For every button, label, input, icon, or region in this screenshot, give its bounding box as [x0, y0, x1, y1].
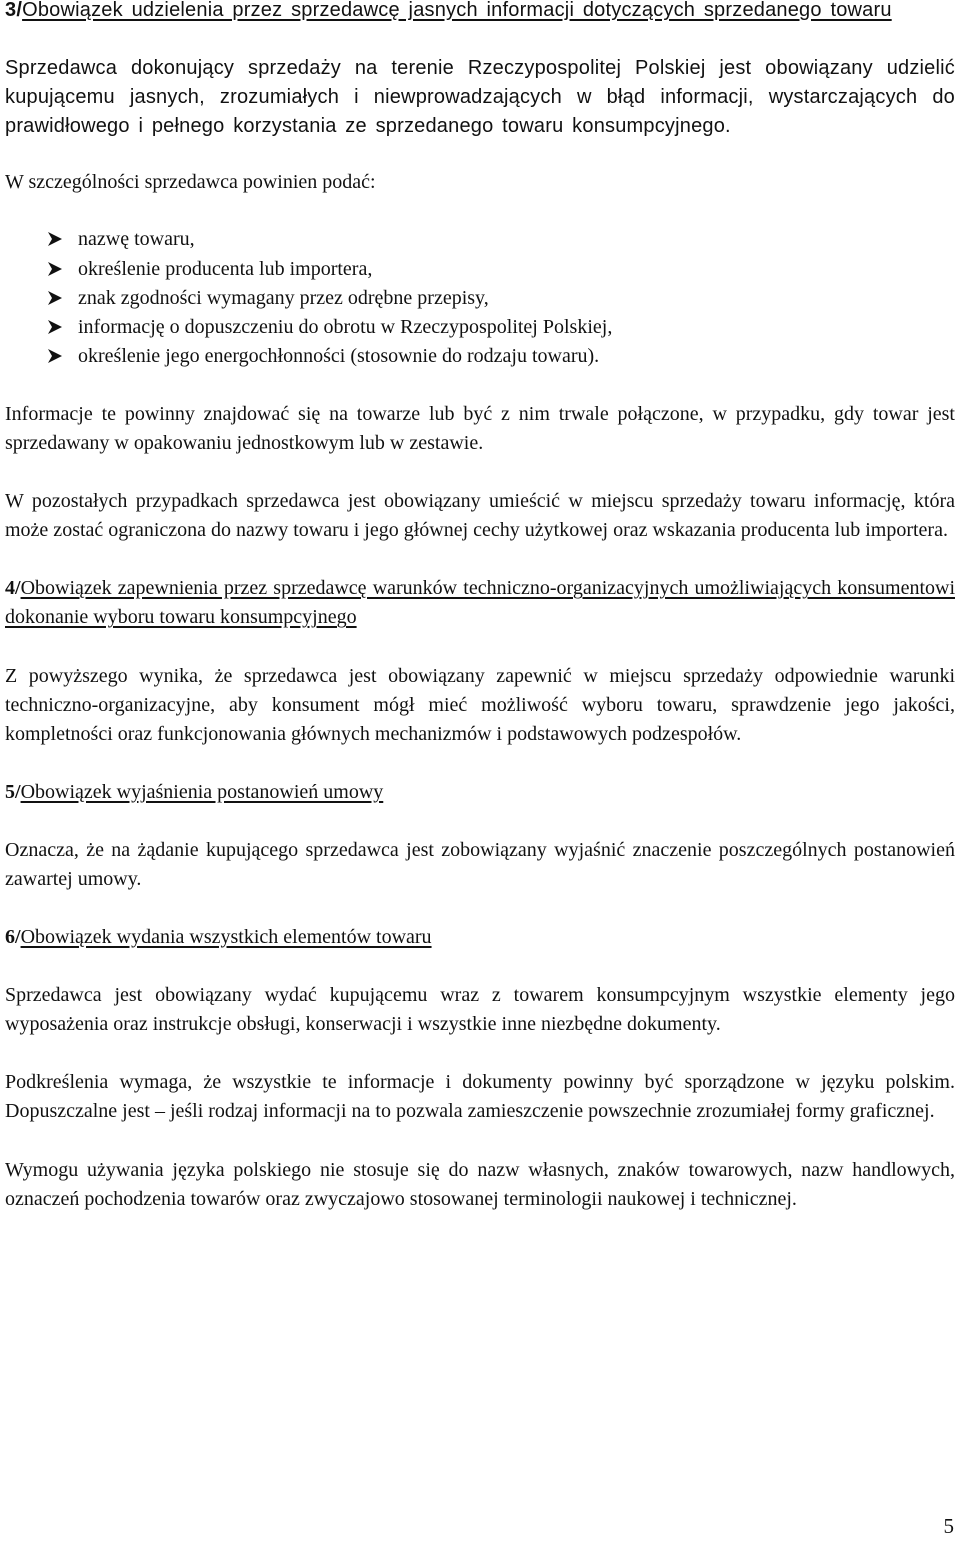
document-page	[5, 0, 955, 1214]
section-6-heading	[5, 923, 955, 952]
list-item	[47, 255, 955, 284]
list-item-text: określenie producenta lub importera,	[78, 257, 373, 280]
section-5-paragraph-1: Oznacza, że na żądanie kupującego sprzedawca jest zobowiązany wyjaśnić znaczenie poszczególnych postanowień zawartej umowy.	[5, 838, 955, 890]
section-3-paragraph-1: Sprzedawca dokonujący sprzedaży na terenie Rzeczypospolitej Polskiej jest obowiązany udzielić kupującemu jasnych, zrozumiałych i niewprowadzających w błąd informacji, wystarczających do prawidłowego i pełnego korzystania ze sprzedanego towaru konsumpcyjnego.	[5, 57, 955, 138]
list-item	[47, 313, 955, 342]
section-4-paragraph-1: Z powyższego wynika, że sprzedawca jest obowiązany zapewnić w miejscu sprzedaży odpowiednie warunki techniczno-organizacyjne, aby konsument mógł mieć możliwość wyboru towaru, sprawdzenie jego jakości, kompletności oraz funkcjonowania głównych mechanizmów i podstawowych podzespołów.	[5, 664, 955, 745]
arrowhead-bullet-icon	[47, 231, 63, 247]
section-6-title: Obowiązek wydania wszystkich elementów towaru	[20, 926, 432, 949]
list-item-text: określenie jego energochłonności (stosownie do rodzaju towaru).	[78, 344, 600, 367]
section-5-heading	[5, 778, 955, 807]
section-6-paragraph-1: Sprzedawca jest obowiązany wydać kupującemu wraz z towarem konsumpcyjnym wszystkie elementy jego wyposażenia oraz instrukcje obsługi, konserwacji i wszystkie inne niezbędne dokumenty.	[5, 984, 955, 1036]
list-item	[47, 225, 955, 254]
list-item	[47, 284, 955, 313]
section-6-number: 6/	[5, 926, 21, 949]
section-5-number: 5/	[5, 780, 21, 803]
requirements-list	[5, 225, 955, 370]
section-4-heading	[5, 574, 955, 632]
section-5-title: Obowiązek wyjaśnienia postanowień umowy	[20, 780, 384, 803]
section-6-paragraph-3: Wymogu używania języka polskiego nie stosuje się do nazw własnych, znaków towarowych, nazw handlowych, oznaczeń pochodzenia towarów oraz zwyczajowo stosowanej terminologii naukowej i technicznej.	[5, 1158, 955, 1210]
arrowhead-bullet-icon	[47, 319, 63, 335]
list-item	[47, 342, 955, 371]
section-3-paragraph-4: W pozostałych przypadkach sprzedawca jest obowiązany umieścić w miejscu sprzedaży towaru informację, która może zostać ograniczona do nazwy towaru i jego głównej cechy użytkowej oraz wskazania producenta lub importera.	[5, 490, 955, 542]
arrowhead-bullet-icon	[47, 261, 63, 277]
list-item-text: znak zgodności wymagany przez odrębne przepisy,	[78, 286, 489, 309]
section-4-number: 4/	[5, 577, 21, 600]
page-number: 5	[943, 1514, 954, 1538]
list-item-text: nazwę towaru,	[78, 228, 195, 251]
section-3-number: 3/	[5, 0, 23, 21]
section-3-paragraph-3: Informacje te powinny znajdować się na towarze lub być z nim trwale połączone, w przypadku, gdy towar jest sprzedawany w opakowaniu jednostkowym lub w zestawie.	[5, 402, 955, 455]
list-item-text: informację o dopuszczeniu do obrotu w Rzeczypospolitej Polskiej,	[78, 315, 613, 338]
section-3-paragraph-2: W szczególności sprzedawca powinien podać:	[5, 171, 376, 194]
section-6-paragraph-2: Podkreślenia wymaga, że wszystkie te informacje i dokumenty powinny być sporządzone w języku polskim. Dopuszczalne jest – jeśli rodzaj informacji na to pozwala zamieszczenie powszechnie zrozumiałej formy graficznej.	[5, 1071, 955, 1123]
section-3-title: Obowiązek udzielenia przez sprzedawcę jasnych informacji dotyczących sprzedanego towaru	[22, 0, 892, 21]
section-4-title: Obowiązek zapewnienia przez sprzedawcę warunków techniczno-organizacyjnych umożliwiających konsumentowi dokonanie wyboru towaru konsumpcyjnego	[5, 577, 955, 629]
arrowhead-bullet-icon	[47, 348, 63, 364]
arrowhead-bullet-icon	[47, 290, 63, 306]
section-3-heading	[5, 0, 955, 25]
